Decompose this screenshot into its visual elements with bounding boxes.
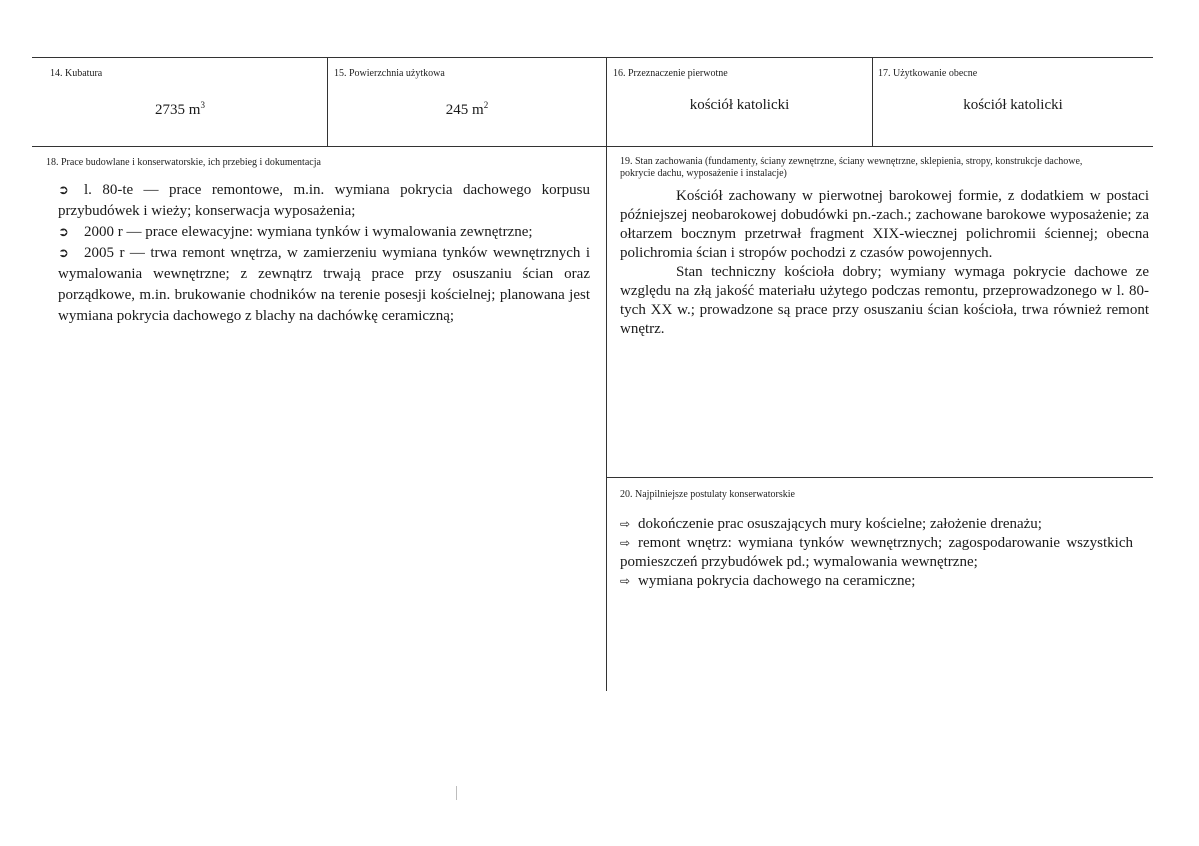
list-item-text: wymiana pokrycia dachowego na ceramiczne;: [638, 573, 916, 589]
hollow-arrow-bold-icon: ➲: [58, 225, 69, 240]
list-item: [620, 515, 1133, 534]
section-14-value: [33, 102, 327, 119]
row-divider: [32, 146, 1153, 147]
section-20-label: 20. Najpilniejsze postulaty konserwatorskie: [620, 489, 795, 500]
paragraph: Stan techniczny kościoła dobry; wymiany wymaga pokrycie dachowe ze względu na złą jakość materiału użytego podczas remontu, przeprowadzonego w l. 80-tych XX w.; prowadzone są prace przy osuszaniu ścian kościoła, trwa również remont wnętrz.: [620, 264, 1149, 337]
section-15-value: [328, 102, 606, 119]
hollow-arrow-bold-icon: ➲: [58, 246, 69, 261]
list-item: [58, 243, 590, 327]
powierzchnia-unit-exponent: 2: [483, 100, 489, 110]
paragraph: Kościół zachowany w pierwotnej barokowej formie, z dodatkiem w postaci późniejszej neobarokowej dobudówki pn.-zach.; zachowane barokowe wyposażenie; za ołtarzem bocznym przetrwał fragment XIX-wiecznej polichromii ściennej; obecna polichromia ścian i stropów pochodzi z czasów powojennych.: [620, 188, 1149, 261]
section-16-label: 16. Przeznaczenie pierwotne: [613, 68, 728, 79]
powierzchnia-unit: m: [472, 102, 484, 118]
section-16-value: kościół katolicki: [689, 97, 790, 113]
list-item: [620, 534, 1133, 572]
outline-right-arrow-icon: ⇨: [620, 536, 631, 550]
top-border: [32, 57, 1153, 58]
list-item-text: l. 80-te — prace remontowe, m.in. wymiana pokrycia dachowego korpusu przybudówek i wieży; konserwacja wyposażenia;: [58, 182, 590, 219]
list-item-text: 2005 r — trwa remont wnętrza, w zamierzeniu wymiana tynków wewnętrznych i wymalowania wewnętrzne; z zewnątrz trwają prace przy osuszaniu ścian oraz porządkowe, m.in. brukowanie chodników na terenie posesji kościelnej; planowana jest wymiana pokrycia dachowego z blachy na dachówkę ceramiczną;: [58, 245, 590, 324]
list-item-text: dokończenie prac osuszających mury kościelne; założenie drenażu;: [638, 516, 1042, 532]
list-item: [58, 180, 590, 222]
section-18-label: 18. Prace budowlane i konserwatorskie, ich przebieg i dokumentacja: [46, 157, 321, 168]
section-19-label: 19. Stan zachowania (fundamenty, ściany zewnętrzne, ściany wewnętrzne, sklepienia, stropy, konstrukcje dachowe, pokrycie dachu, wyposażenie i instalacje): [620, 156, 1083, 179]
list-item: [58, 222, 590, 243]
section-20-list: [620, 515, 1133, 591]
right-column-divider: [606, 477, 1153, 478]
list-item-text: remont wnętrz: wymiana tynków wewnętrznych; zagospodarowanie wszystkich pomieszczeń przybudówek pd.; wymalowania wewnętrzne;: [620, 535, 1133, 570]
section-17-label: 17. Użytkowanie obecne: [878, 68, 978, 79]
list-item-text: 2000 r — prace elewacyjne: wymiana tynków i wymalowania zewnętrzne;: [84, 224, 533, 240]
section-15-label: 15. Powierzchnia użytkowa: [334, 68, 445, 79]
list-item: [620, 572, 1133, 591]
section-14-label: 14. Kubatura: [50, 68, 103, 79]
powierzchnia-number: 245: [445, 102, 469, 118]
outline-right-arrow-icon: ⇨: [620, 574, 631, 588]
hollow-arrow-bold-icon: ➲: [58, 183, 69, 198]
section-17-value: kościół katolicki: [963, 97, 1063, 113]
section-18-list: [58, 180, 590, 327]
kubatura-unit-exponent: 3: [200, 100, 205, 110]
kubatura-number: 2735: [155, 102, 186, 118]
outline-right-arrow-icon: ⇨: [620, 517, 631, 531]
col-divider-15-16: [606, 57, 607, 691]
kubatura-unit: m: [188, 102, 201, 118]
section-19-text: [620, 187, 1149, 339]
faint-mark: [456, 786, 457, 800]
